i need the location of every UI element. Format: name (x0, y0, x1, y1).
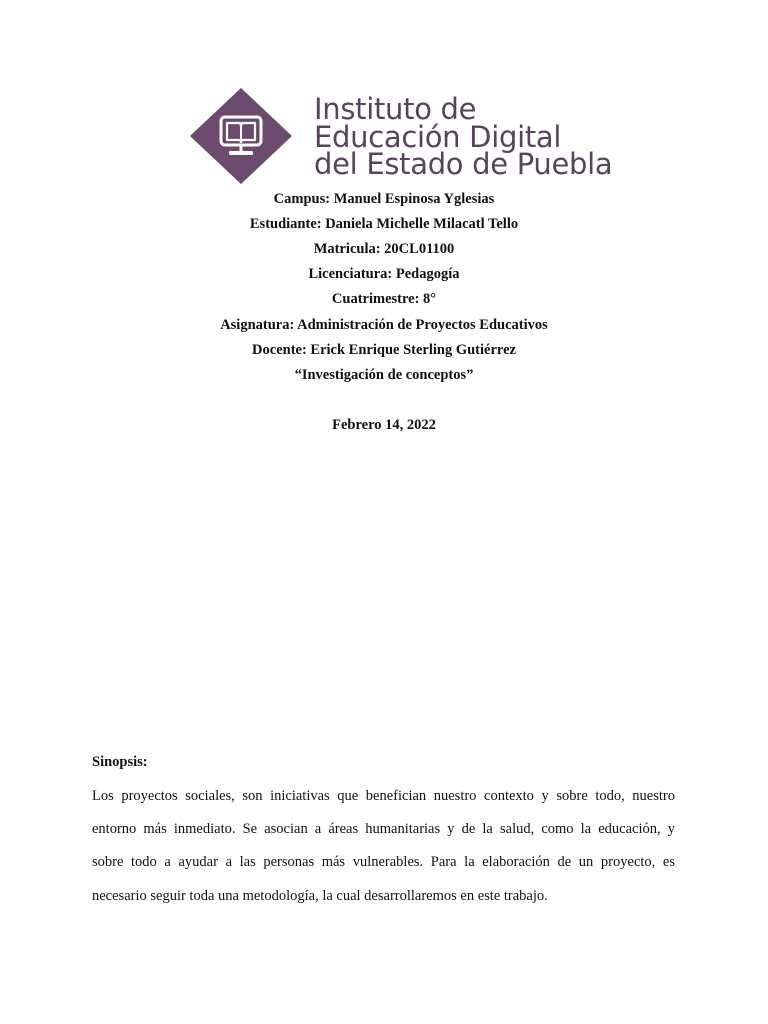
teacher-line: Docente: Erick Enrique Sterling Gutiérrez (252, 342, 516, 358)
institution-logo (188, 86, 613, 186)
logo-line-2: Educación Digital (314, 119, 562, 154)
subject-line: Asignatura: Administración de Proyectos Educativos (220, 317, 548, 333)
logo-line-3: del Estado de Puebla (314, 147, 613, 181)
synopsis-line: entorno más inmediato. Se asocian a áreas humanitarias y de la salud, como la educación, y (92, 821, 675, 837)
degree-line: Licenciatura: Pedagogía (308, 266, 460, 282)
synopsis-heading: Sinopsis: (92, 754, 148, 770)
synopsis-line: sobre todo a ayudar a las personas más vulnerables. Para la elaboración de un proyecto, es (92, 854, 675, 870)
book-monitor-icon (188, 86, 294, 186)
synopsis-line: necesario seguir toda una metodología, la cual desarrollaremos en este trabajo. (92, 888, 548, 904)
document-title: “Investigación de conceptos” (294, 367, 474, 383)
logo-line-1: Instituto de (314, 92, 477, 126)
id-line: Matricula: 20CL01100 (313, 241, 455, 257)
campus-line: Campus: Manuel Espinosa Yglesias (273, 191, 495, 207)
student-line: Estudiante: Daniela Michelle Milacatl Tello (249, 216, 519, 232)
term-line: Cuatrimestre: 8° (331, 291, 437, 307)
synopsis-line: Los proyectos sociales, son iniciativas que benefician nuestro contexto y sobre todo, nuestro (92, 788, 675, 804)
document-date: Febrero 14, 2022 (332, 417, 436, 433)
logo-wordmark (314, 92, 613, 181)
